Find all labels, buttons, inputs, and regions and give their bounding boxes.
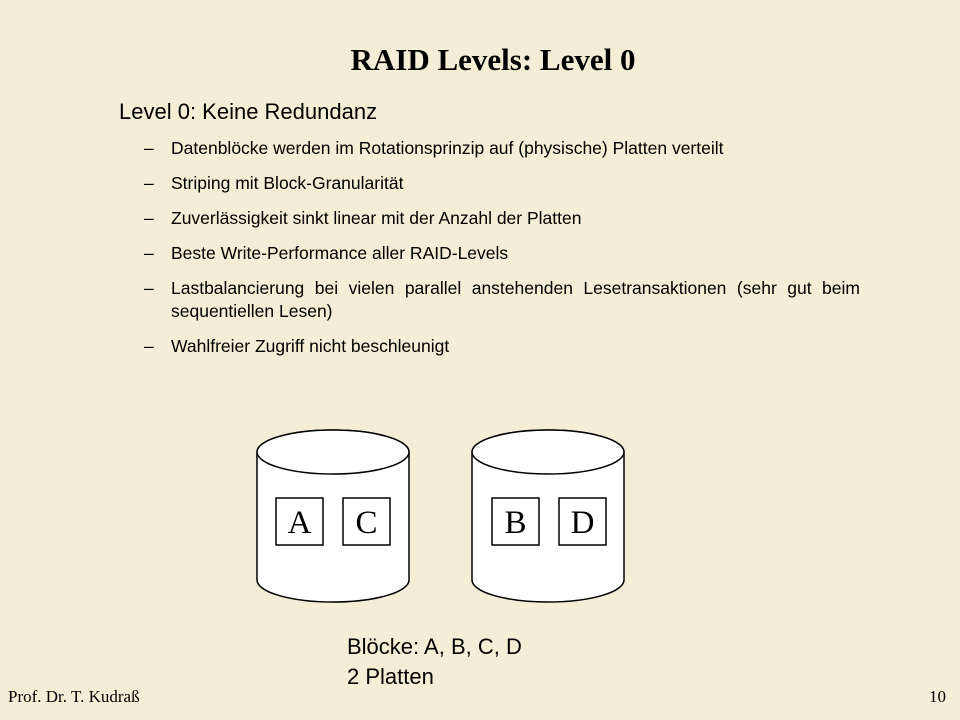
caption-blocks: Blöcke: A, B, C, D (347, 634, 522, 659)
bullet-text: Datenblöcke werden im Rotationsprinzip auf (physische) Platten verteilt (171, 138, 724, 158)
page-number: 10 (929, 687, 946, 706)
footer-author: Prof. Dr. T. Kudraß (8, 687, 140, 706)
bullet-marker: – (144, 336, 154, 356)
disk-2-block-1 (492, 498, 539, 545)
caption-disks: 2 Platten (347, 664, 434, 689)
disk-1-block-2 (343, 498, 390, 545)
bullet-text: Lastbalancierung bei vielen parallel anstehenden Lesetransaktionen (sehr gut beim sequentiellen Lesen) (171, 278, 860, 321)
section-heading: Level 0: Keine Redundanz (119, 99, 378, 124)
disk-1 (257, 430, 409, 602)
disk-2-block-2 (559, 498, 606, 545)
bullet-marker: – (144, 243, 154, 263)
block-label: C (355, 505, 378, 541)
bullet-text: Striping mit Block-Granularität (171, 173, 404, 193)
block-label: A (287, 505, 312, 541)
bullet-text: Beste Write-Performance aller RAID-Levels (171, 243, 509, 263)
bullet-marker: – (144, 278, 154, 298)
bullet-text: Zuverlässigkeit sinkt linear mit der Anzahl der Platten (171, 208, 582, 228)
bullet-marker: – (144, 208, 154, 228)
slide-title: RAID Levels: Level 0 (350, 42, 636, 77)
disk-2-top (472, 430, 624, 474)
bullet-text: Wahlfreier Zugriff nicht beschleunigt (171, 336, 450, 356)
block-label: B (504, 505, 527, 541)
disk-1-top (257, 430, 409, 474)
disk-2 (472, 430, 624, 602)
disk-1-block-1 (276, 498, 323, 545)
diagram-caption (347, 632, 522, 692)
bullet-marker: – (144, 138, 154, 158)
block-label: D (570, 505, 595, 541)
bullet-marker: – (144, 173, 154, 193)
